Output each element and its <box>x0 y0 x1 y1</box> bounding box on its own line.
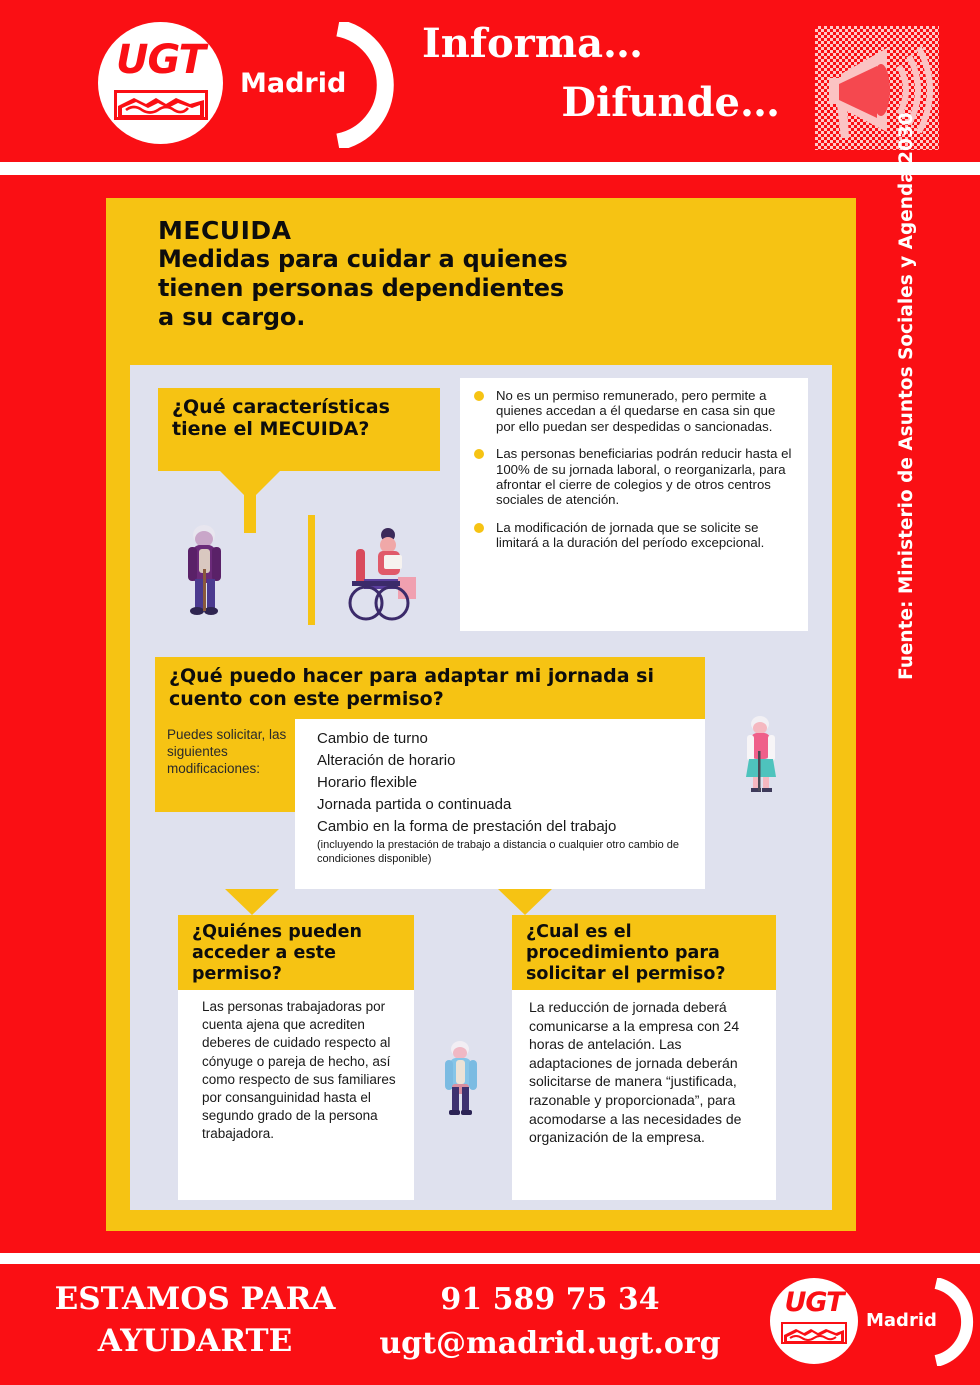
adaptation-options-list <box>317 728 697 866</box>
procedure-body-text: La reducción de jornada deberá comunicarse a la empresa con 24 horas de antelación. Las adaptaciones de jornada deberán solicitarse de manera “justificada, razonable y proporcionada”, para acomodarse a las necesidades de organización de la empresa. <box>529 999 742 1146</box>
adaptation-side-label-box <box>155 719 295 812</box>
question-label-procedure: ¿Cual es el procedimiento para solicitar el permiso? <box>526 922 726 984</box>
footer-banner <box>0 1264 980 1385</box>
arrow-connector-icon <box>225 889 279 915</box>
list-item: Alteración de horario <box>317 752 456 769</box>
ugt-logo-region: Madrid <box>240 68 347 99</box>
question-label-eligibility: ¿Quiénes pueden acceder a este permiso? <box>192 922 362 984</box>
question-box-eligibility <box>178 915 414 990</box>
footer-slogan-line1: ESTAMOS PARA <box>54 1281 336 1317</box>
header-title <box>410 20 790 146</box>
footer-divider <box>0 1253 980 1264</box>
list-item-text: No es un permiso remunerado, pero permite a quienes accedan a él quedarse en casa sin que por ello puedan ser despedidas o sancionadas. <box>496 388 776 434</box>
elderly-man-with-cane-illustration <box>158 515 278 625</box>
handshake-icon <box>114 84 208 130</box>
ugt-madrid-logo <box>88 22 388 144</box>
characteristics-bullet-list <box>474 388 794 563</box>
list-item: Horario flexible <box>317 774 418 791</box>
footer-logo-region: Madrid <box>866 1310 937 1331</box>
vertical-divider <box>308 515 315 625</box>
bullet-dot-icon <box>474 449 484 459</box>
answer-panel-characteristics <box>460 378 808 631</box>
header-title-line1: Informa… <box>422 20 643 67</box>
list-item: Cambio de turno <box>317 730 428 747</box>
content-panel <box>130 365 832 1210</box>
ugt-logo-text: UGT <box>116 37 205 83</box>
elderly-person-blue-coat-illustration <box>435 1037 487 1117</box>
question-label-characteristics: ¿Qué características tiene el MECUIDA? <box>172 396 390 440</box>
arc-icon <box>930 1278 980 1366</box>
header-divider <box>0 162 980 175</box>
list-item <box>474 520 794 551</box>
answer-panel-procedure <box>512 990 776 1200</box>
page-title-line1: Medidas para cuidar a quienes <box>158 245 568 273</box>
header-banner <box>0 0 980 162</box>
list-item-text: La modificación de jornada que se solicite se limitará a la duración del período excepcional. <box>496 519 765 551</box>
elderly-woman-with-cane-illustration <box>735 713 787 793</box>
footer-slogan <box>30 1278 360 1362</box>
page-title-kicker: MECUIDA <box>158 216 292 245</box>
eligibility-body-text: Las personas trabajadoras por cuenta ajena que acrediten deberes de cuidado respecto al cónyuge o pareja de hecho, así como respecto de sus familiares por consanguinidad hasta el segundo grado de la persona trabajadora. <box>202 999 396 1142</box>
main-card <box>106 198 856 1231</box>
footer-logo-text: UGT <box>784 1287 844 1318</box>
footer-ugt-logo <box>760 1272 960 1372</box>
list-item <box>474 446 794 508</box>
arrow-connector-icon <box>498 889 552 915</box>
question-box-procedure <box>512 915 776 990</box>
list-item <box>474 388 794 434</box>
page-title <box>158 216 818 332</box>
footer-phone[interactable]: 91 589 75 34 <box>440 1282 660 1317</box>
footer-email[interactable]: ugt@madrid.ugt.org <box>379 1326 721 1361</box>
footer-slogan-line2: AYUDARTE <box>97 1323 293 1359</box>
illustration-row <box>158 515 438 625</box>
source-attribution: Fuente: Ministerio de Asuntos Sociales y Agenda 2030 <box>896 112 917 680</box>
answer-panel-eligibility <box>178 990 414 1200</box>
adaptation-side-label: Puedes solicitar, las siguientes modificaciones: <box>167 727 287 776</box>
bullet-dot-icon <box>474 391 484 401</box>
question-box-characteristics <box>158 388 440 471</box>
list-item: Jornada partida o continuada <box>317 796 512 813</box>
question-box-adaptation <box>155 657 705 719</box>
arc-icon <box>330 22 410 148</box>
header-title-line2: Difunde… <box>561 79 780 126</box>
adaptation-options-note: (incluyendo la prestación de trabajo a distancia o cualquier otro cambio de condiciones disponible) <box>317 839 679 865</box>
bullet-dot-icon <box>474 523 484 533</box>
person-in-wheelchair-illustration <box>326 519 446 629</box>
page-title-line3: a su cargo. <box>158 303 306 331</box>
question-label-adaptation: ¿Qué puedo hacer para adaptar mi jornada si cuento con este permiso? <box>169 665 654 710</box>
page-title-line2: tienen personas dependientes <box>158 274 564 302</box>
handshake-icon <box>781 1318 847 1352</box>
answer-panel-adaptation <box>295 719 705 889</box>
list-item: Cambio en la forma de prestación del trabajo <box>317 818 617 835</box>
list-item-text: Las personas beneficiarias podrán reducir hasta el 100% de su jornada laboral, o reorganizarla, para afrontar el cierre de colegios y de otros centros sociales de atención. <box>496 446 792 508</box>
footer-contact <box>370 1278 730 1366</box>
